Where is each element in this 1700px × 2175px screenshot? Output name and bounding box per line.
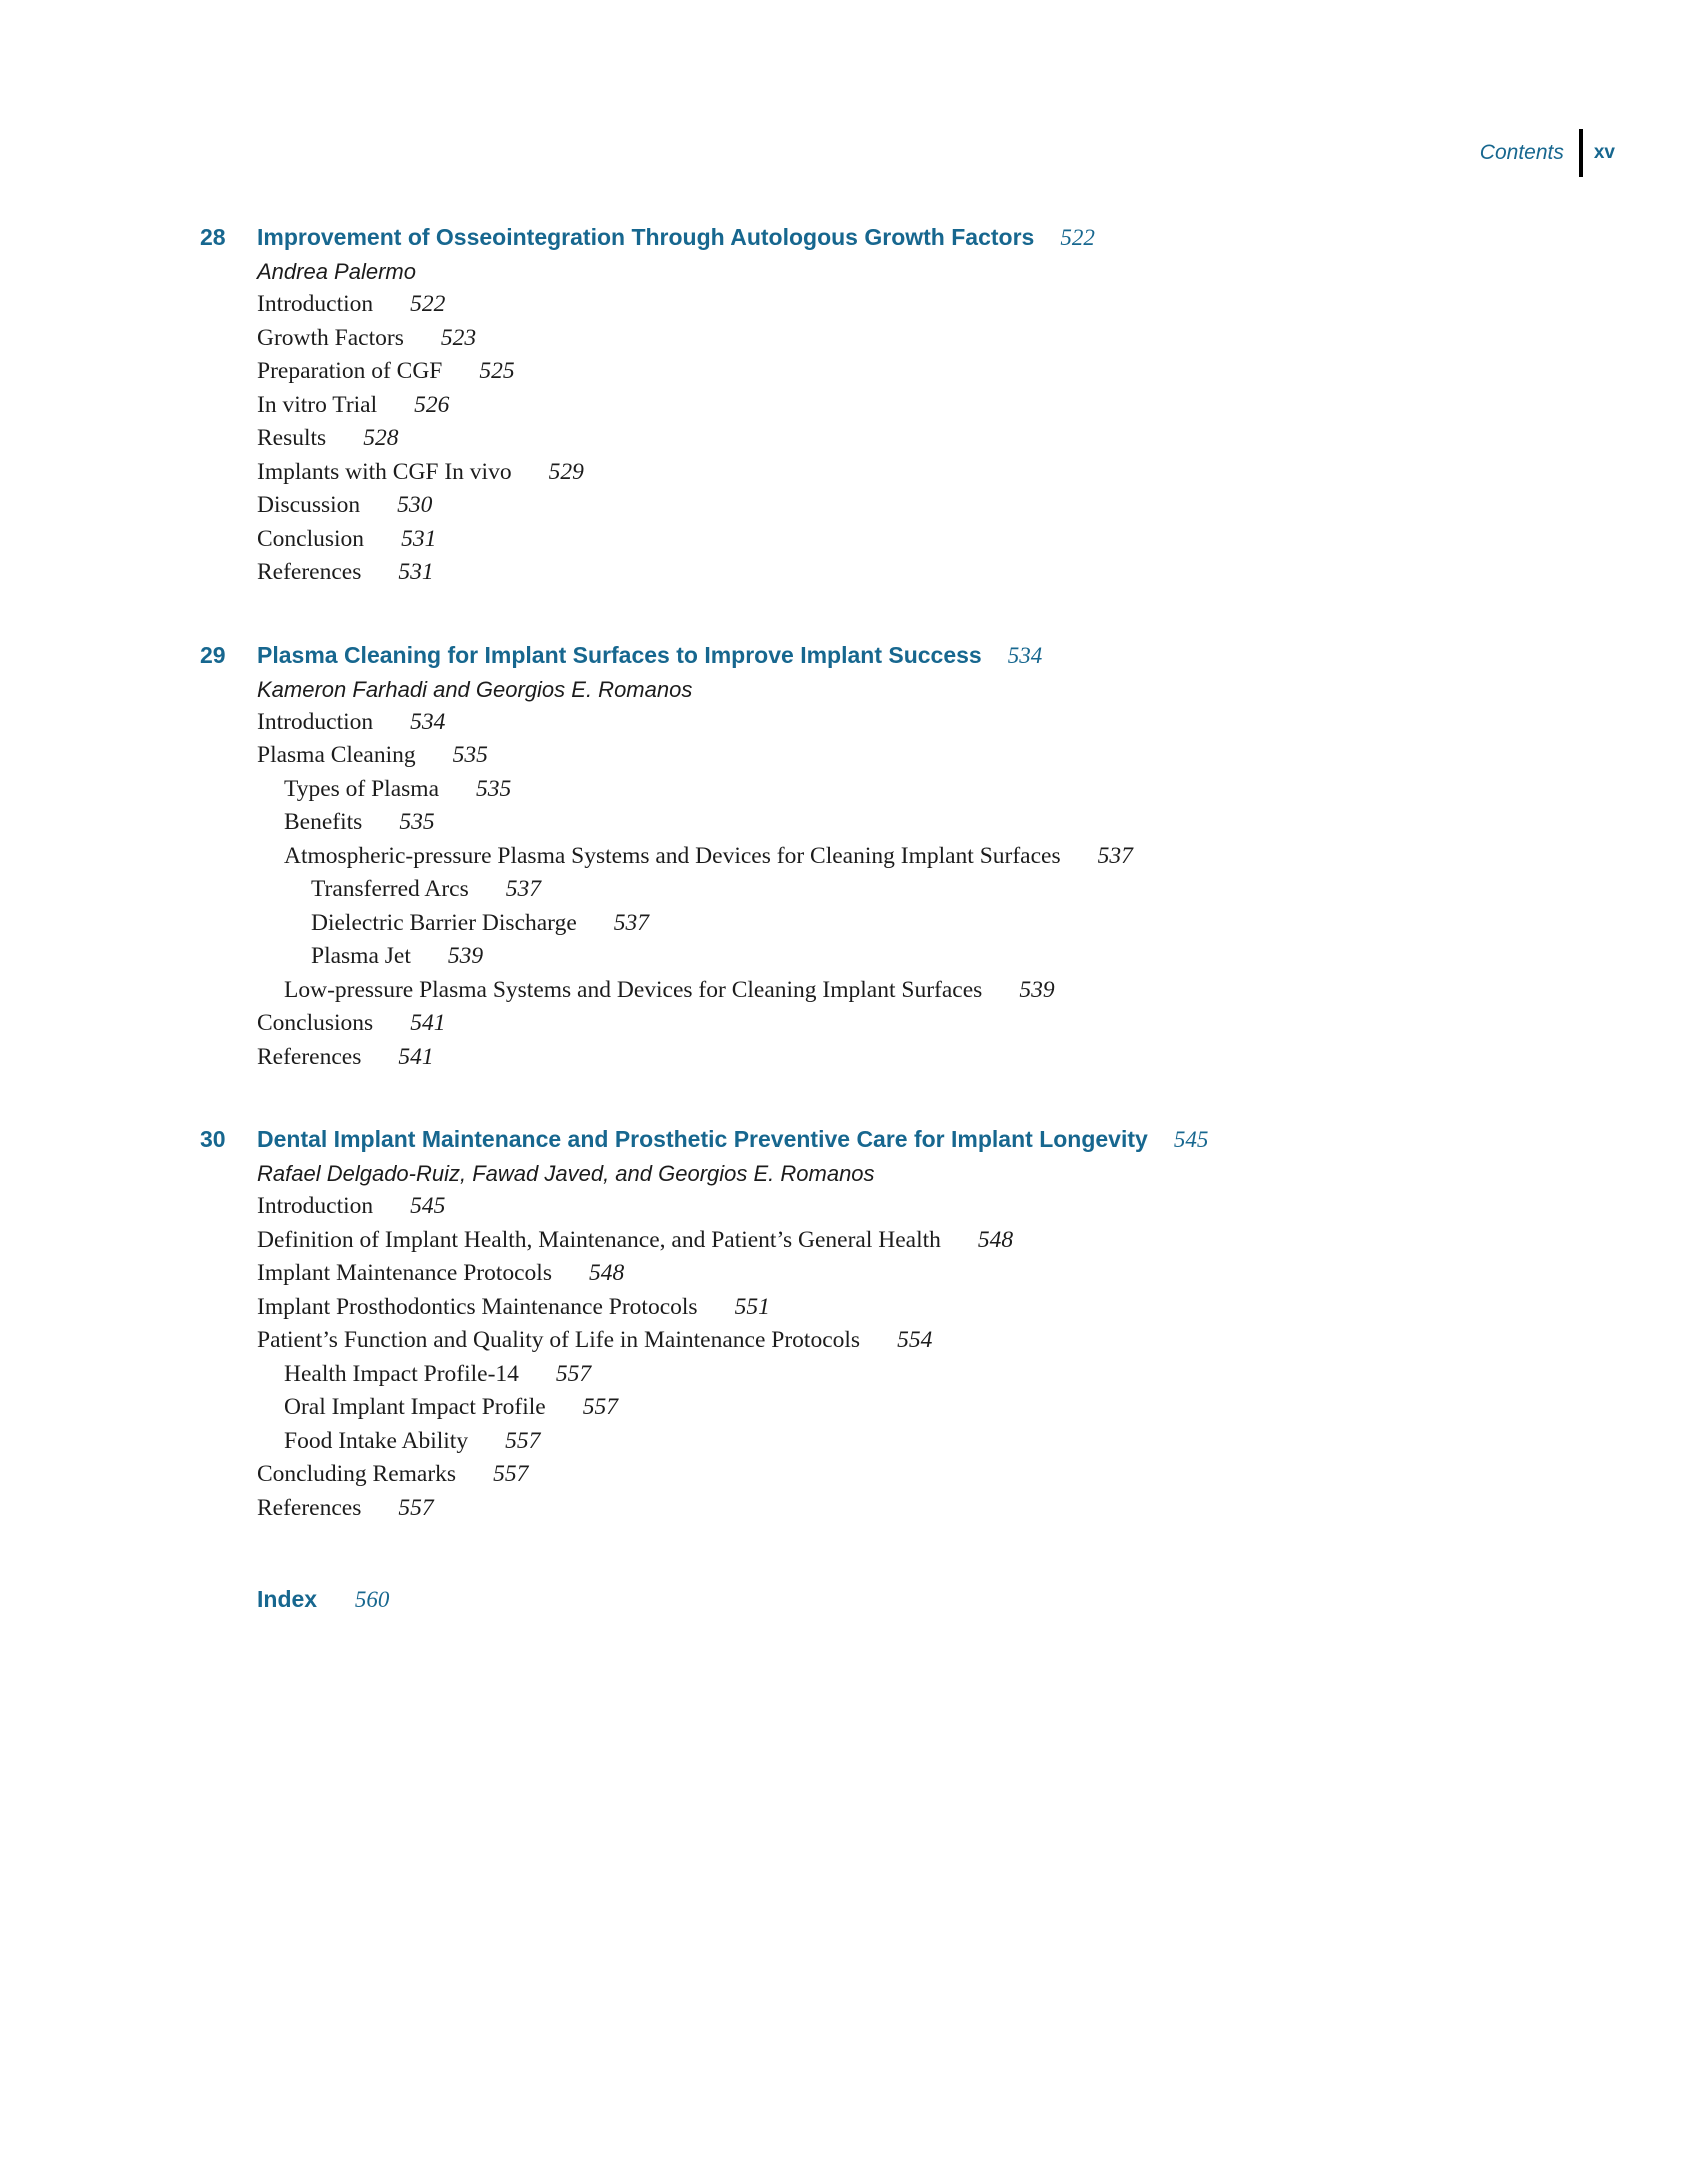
toc-entry-page-number: 531 (401, 525, 437, 552)
chapter-entries (200, 288, 1615, 590)
index-page-number: 560 (354, 1587, 390, 1612)
toc-entry-page-number: 548 (977, 1226, 1014, 1253)
toc-entry-title: Transferred Arcs (311, 876, 469, 902)
toc-entry-title: Introduction (257, 291, 374, 317)
toc-entry-title: Food Intake Ability (284, 1427, 469, 1454)
toc-entry-page-number: 541 (410, 1010, 446, 1036)
chapter-authors: Rafael Delgado-Ruiz, Fawad Javed, and Georgios E. Romanos (257, 1161, 875, 1186)
toc-entry (257, 322, 1615, 356)
toc-entry-title: Plasma Cleaning (257, 742, 416, 768)
toc-entry (284, 974, 1615, 1008)
toc-entry (257, 523, 1615, 557)
toc-entry-page-number: 531 (398, 559, 434, 585)
toc-entry-page-number: 557 (398, 1494, 434, 1521)
toc-entry-page-number: 557 (505, 1427, 541, 1454)
toc-entry-page-number: 557 (582, 1394, 618, 1420)
toc-entry-title: Types of Plasma (284, 775, 439, 802)
toc-entry-title: Introduction (257, 708, 374, 735)
toc-entry (257, 1492, 1615, 1526)
toc-entry-page-number: 523 (440, 324, 477, 351)
toc-entry-title: In vitro Trial (257, 391, 378, 418)
toc-entry (311, 907, 1615, 941)
chapter-page-number: 534 (1007, 642, 1043, 668)
chapter-heading (200, 220, 1615, 255)
toc-entry-title: Conclusion (257, 525, 365, 552)
toc-entry (284, 1391, 1615, 1425)
toc-entry (257, 456, 1615, 490)
toc-entry (284, 1358, 1615, 1392)
toc-entry-page-number: 548 (588, 1260, 625, 1286)
chapter-title: Dental Implant Maintenance and Prosthetic Preventive Care for Implant Longevity (257, 1126, 1148, 1152)
toc-entry-title: Definition of Implant Health, Maintenance, and Patient’s General Health (257, 1226, 941, 1253)
toc-entry (257, 1458, 1615, 1492)
toc-entry-page-number: 522 (410, 291, 446, 317)
toc-entry (257, 422, 1615, 456)
toc-entry (257, 489, 1615, 523)
index-entry (257, 1583, 1615, 1616)
index-label: Index (257, 1586, 318, 1612)
toc-entry (257, 288, 1615, 322)
toc-entry-page-number: 530 (397, 492, 433, 518)
toc-entry-title: Low-pressure Plasma Systems and Devices for Cleaning Implant Surfaces (284, 976, 983, 1003)
toc-entry-title: Implants with CGF In vivo (257, 458, 512, 485)
toc-chapter (200, 220, 1615, 590)
toc-entry-title: Implant Prosthodontics Maintenance Protocols (257, 1293, 698, 1320)
chapter-number: 29 (200, 641, 226, 668)
toc-entry-page-number: 529 (548, 458, 584, 485)
toc-entry (257, 556, 1615, 590)
chapter-title-line (257, 220, 1615, 255)
toc-entry-page-number: 545 (410, 1193, 446, 1219)
toc-entry-title: Discussion (257, 492, 361, 518)
toc-entry-page-number: 551 (734, 1293, 770, 1320)
toc-entry (257, 1324, 1615, 1358)
toc-entry-title: Dielectric Barrier Discharge (311, 909, 577, 936)
toc-entry (311, 873, 1615, 907)
toc-entry-title: Results (257, 425, 327, 451)
chapter-title: Improvement of Osseointegration Through Autologous Growth Factors (257, 224, 1035, 250)
toc-entry-title: Health Impact Profile-14 (284, 1360, 519, 1387)
toc-entry (257, 1224, 1615, 1258)
toc-entry-title: Concluding Remarks (257, 1461, 457, 1487)
toc-entry-page-number: 537 (1097, 842, 1133, 869)
toc-entry-title: Benefits (284, 809, 363, 835)
toc-entry-title: Patient’s Function and Quality of Life in Maintenance Protocols (257, 1327, 861, 1353)
toc-entry-title: Conclusions (257, 1010, 374, 1036)
toc-chapter (200, 638, 1615, 1075)
toc-entry-page-number: 541 (398, 1043, 434, 1070)
toc-entry-page-number: 539 (1019, 976, 1055, 1003)
toc-entry-title: Preparation of CGF (257, 358, 443, 384)
toc-entry (257, 1291, 1615, 1325)
toc-entry-page-number: 557 (555, 1360, 592, 1387)
chapter-heading (200, 1122, 1615, 1157)
page-header (200, 128, 1615, 178)
toc-entry (257, 1041, 1615, 1075)
chapter-authors: Kameron Farhadi and Georgios E. Romanos (257, 676, 693, 702)
table-of-contents (200, 220, 1615, 1525)
toc-entry (257, 706, 1615, 740)
toc-entry (257, 739, 1615, 773)
toc-entry (284, 773, 1615, 807)
toc-entry-title: Growth Factors (257, 324, 404, 351)
toc-entry-page-number: 526 (414, 391, 450, 418)
toc-entry (257, 355, 1615, 389)
toc-entry-page-number: 557 (493, 1461, 529, 1487)
toc-entry-page-number: 525 (479, 358, 515, 384)
toc-chapter (200, 1122, 1615, 1525)
chapter-title: Plasma Cleaning for Implant Surfaces to Improve Implant Success (257, 641, 982, 668)
chapter-number: 28 (200, 224, 226, 250)
toc-entry-title: References (257, 1043, 362, 1070)
toc-entry-title: References (257, 559, 362, 585)
toc-entry-page-number: 528 (363, 425, 399, 451)
toc-entry-title: Plasma Jet (311, 943, 411, 969)
toc-entry-page-number: 554 (897, 1327, 933, 1353)
chapter-entries (200, 706, 1615, 1075)
toc-entry-page-number: 534 (410, 708, 446, 735)
folio-page-number: xv (1593, 142, 1615, 163)
toc-entry-page-number: 537 (505, 876, 541, 902)
toc-entry (257, 389, 1615, 423)
toc-entry-page-number: 539 (447, 943, 484, 969)
toc-entry (284, 1425, 1615, 1459)
toc-entry (257, 1007, 1615, 1041)
chapter-authors: Andrea Palermo (257, 259, 416, 284)
chapter-number: 30 (200, 1126, 226, 1152)
chapter-entries (200, 1190, 1615, 1525)
toc-entry (284, 806, 1615, 840)
toc-entry-title: Implant Maintenance Protocols (257, 1260, 552, 1286)
toc-entry-title: Atmospheric-pressure Plasma Systems and Devices for Cleaning Implant Surfaces (284, 842, 1061, 869)
toc-entry-page-number: 537 (613, 909, 650, 936)
toc-entry (257, 1257, 1615, 1291)
toc-entry-page-number: 535 (399, 809, 435, 835)
chapter-page-number: 545 (1173, 1127, 1209, 1152)
toc-entry-title: References (257, 1494, 362, 1521)
chapter-title-line (257, 1122, 1615, 1157)
toc-entry (284, 840, 1615, 874)
toc-entry-title: Introduction (257, 1193, 374, 1219)
toc-entry-page-number: 535 (452, 742, 488, 768)
toc-entry-title: Oral Implant Impact Profile (284, 1394, 546, 1420)
toc-entry-page-number: 535 (476, 775, 512, 802)
running-title: Contents (1479, 141, 1564, 164)
chapter-page-number: 522 (1060, 225, 1095, 250)
chapter-title-line (257, 638, 1615, 673)
header-divider (1579, 129, 1583, 177)
chapter-heading (200, 638, 1615, 673)
toc-entry (257, 1190, 1615, 1224)
toc-entry (311, 940, 1615, 974)
